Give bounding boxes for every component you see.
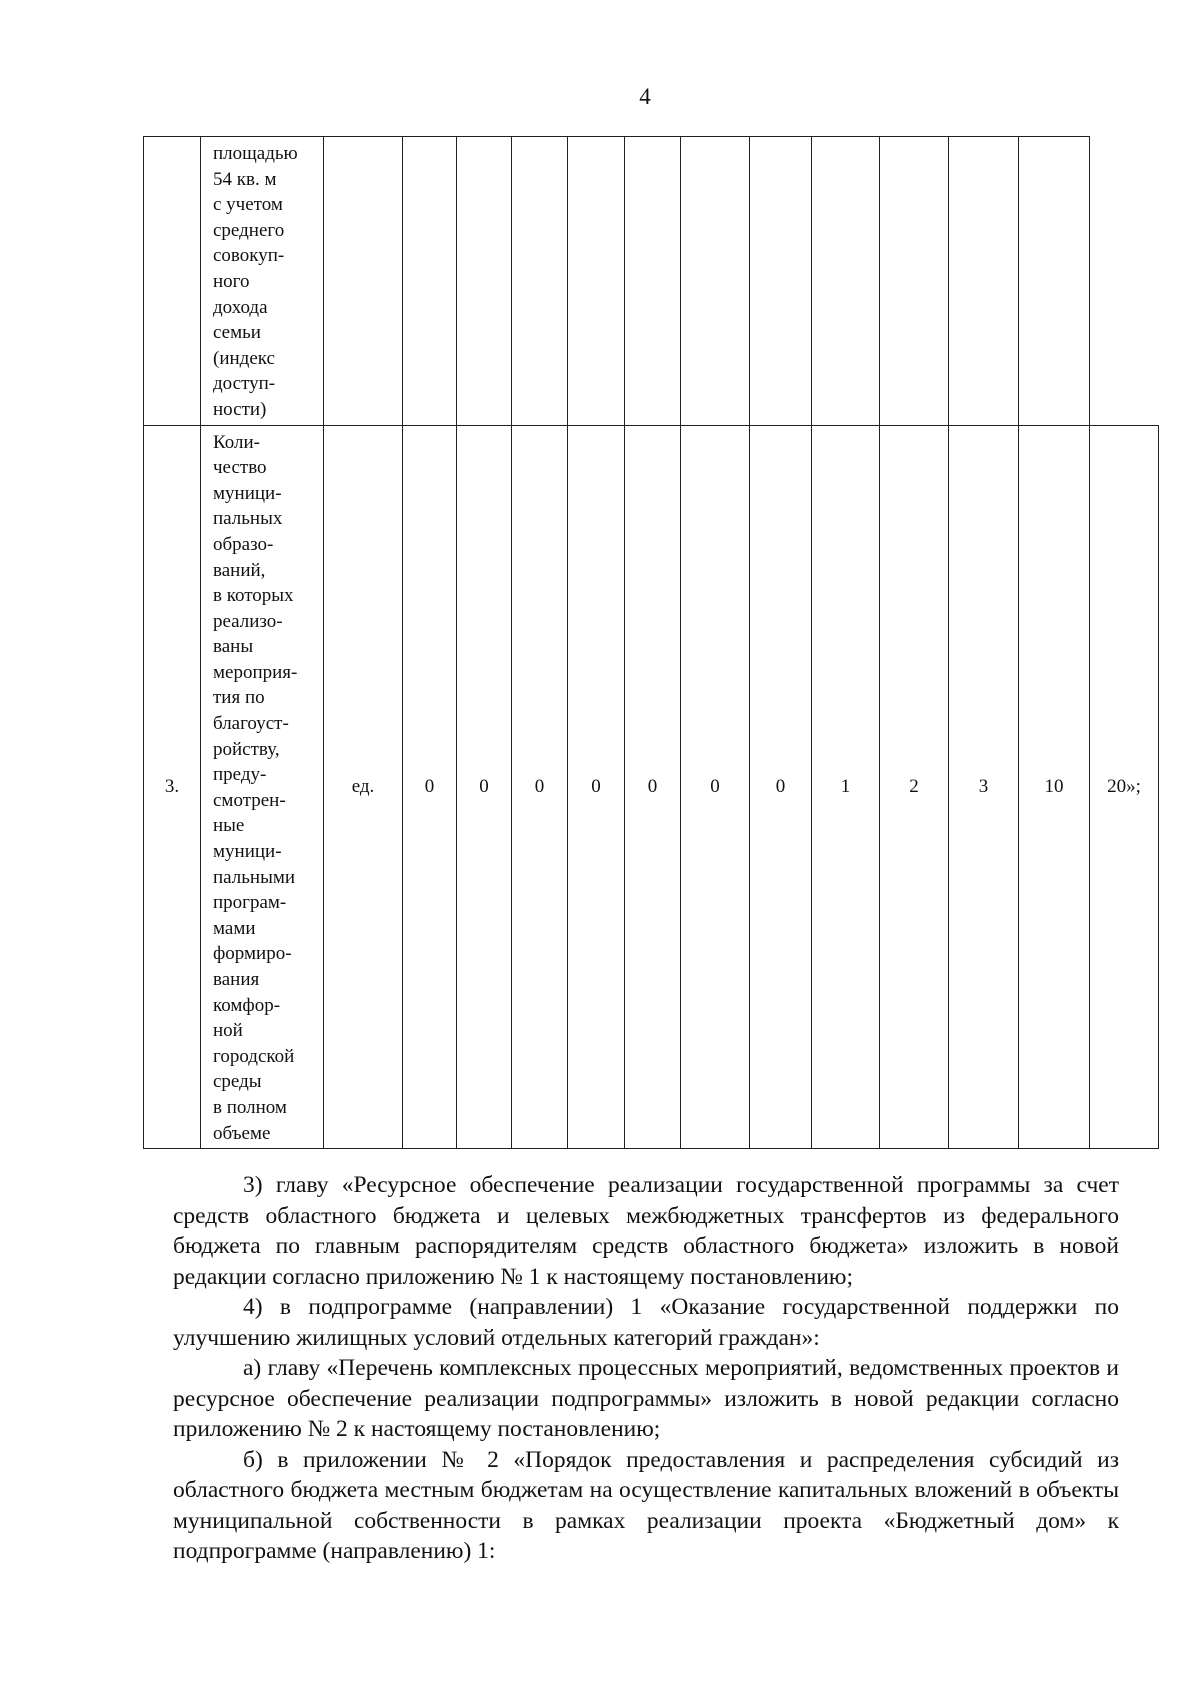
value-cell [949, 137, 1019, 426]
table-row-continued [144, 137, 1159, 426]
paragraph: 4) в подпрограмме (направлении) 1 «Оказание государственной поддержки по улучшению жилищных условий отдельных категорий граждан»: [173, 1294, 1119, 1351]
row-number-cell [144, 137, 201, 426]
value-cell [880, 137, 949, 426]
value-cell: 0 [750, 425, 812, 1149]
value-cell: 3 [949, 425, 1019, 1149]
value-cell: 0 [568, 425, 625, 1149]
value-cell: 0 [512, 425, 568, 1149]
value-cell: 20»; [1090, 425, 1159, 1149]
value-cell [457, 137, 512, 426]
value-cell: 1 [812, 425, 880, 1149]
value-cell: 2 [880, 425, 949, 1149]
paragraph: б) в приложении № 2 «Порядок предоставления и распределения субсидий из областного бюджета местным бюджетам на осуществление капитальных вложений в объекты муниципальной собственности в рамках реализации проекта «Бюджетный дом» к подпрограмме (направлению) 1: [173, 1446, 1119, 1564]
page-number: 4 [639, 84, 651, 109]
unit-cell: ед. [324, 425, 403, 1149]
value-cell [681, 137, 750, 426]
indicator-label-cell: Коли- чество муници- пальных образо- ваний, в которых реализо- ваны мероприя- тия по благоуст- ройству, преду- смотрен- ные муници- пальными програм- мами формиро- вания комфор- ной городской среды в полном объеме [201, 425, 324, 1149]
unit-cell [324, 137, 403, 426]
indicator-label-cell: площадью 54 кв. м с учетом среднего совокуп- ного дохода семьи (индекс доступ- ности) [201, 137, 324, 426]
row-number-cell: 3. [144, 425, 201, 1149]
value-cell: 10 [1019, 425, 1090, 1149]
value-cell: 0 [403, 425, 457, 1149]
indicators-table [143, 136, 1159, 1149]
value-cell: 0 [625, 425, 681, 1149]
value-cell [812, 137, 880, 426]
value-cell: 0 [681, 425, 750, 1149]
value-cell [625, 137, 681, 426]
value-cell [512, 137, 568, 426]
paragraph: 3) главу «Ресурсное обеспечение реализации государственной программы за счет средств областного бюджета и целевых межбюджетных трансфертов из федерального бюджета по главным распорядителям средств областного бюджета» изложить в новой редакции согласно приложению № 1 к настоящему постановлению; [173, 1172, 1119, 1290]
value-cell [403, 137, 457, 426]
value-cell: 0 [457, 425, 512, 1149]
table-row [144, 425, 1159, 1149]
value-cell [750, 137, 812, 426]
value-cell [568, 137, 625, 426]
body-text [173, 1170, 1119, 1567]
paragraph: а) главу «Перечень комплексных процессных мероприятий, ведомственных проектов и ресурсное обеспечение реализации подпрограммы» изложить в новой редакции согласно приложению № 2 к настоящему постановлению; [173, 1355, 1119, 1442]
value-cell [1019, 137, 1090, 426]
